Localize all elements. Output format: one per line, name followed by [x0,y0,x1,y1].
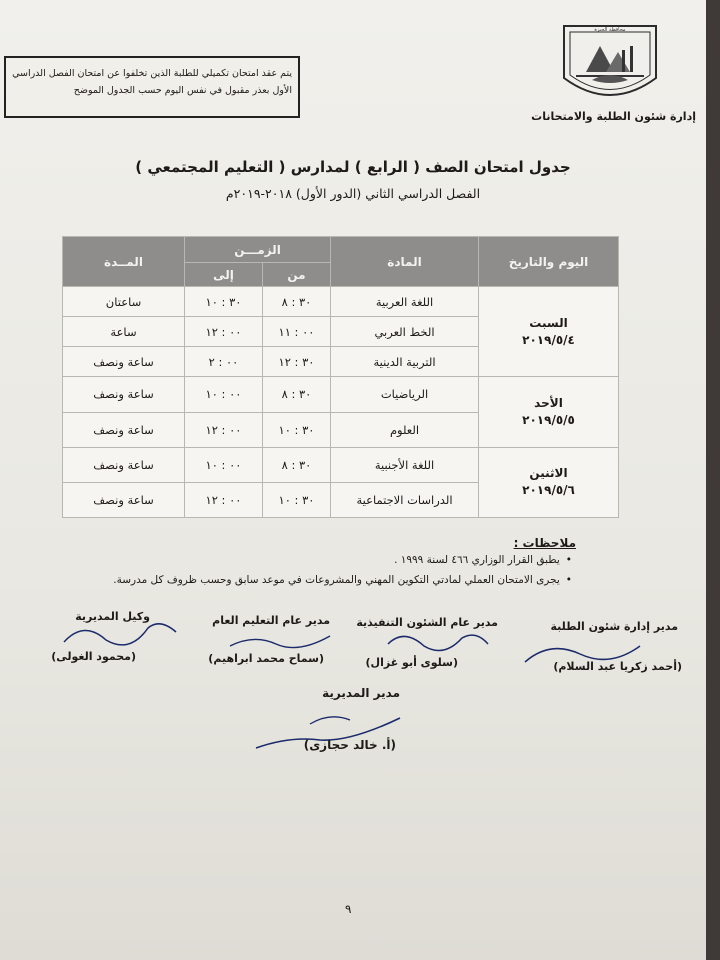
signature-title: مدير إدارة شئون الطلبة [550,620,678,633]
signature-name: (سماح محمد ابراهيم) [208,652,324,665]
page-number: ٩ [345,902,352,916]
subject-cell: التربية الدينية [331,347,479,377]
subject-cell: العلوم [331,412,479,447]
duration-cell: ساعة [63,317,185,347]
subject-cell: الدراسات الاجتماعية [331,482,479,517]
note-item: • يجرى الامتحان العملي لمادتي التكوين المهني والمشروعات في موعد سابق وحسب ظروف كل مدرسة. [113,574,572,586]
signature-scrawl [520,632,650,672]
table-row [63,447,619,482]
page-subtitle: الفصل الدراسي الثاني (الدور الأول) ٢٠١٨-٢٠١٩م [225,186,481,201]
time-to-cell: ٠٠ : ١٢ [185,317,263,347]
background-edge [706,0,720,960]
subject-cell: الخط العربي [331,317,479,347]
time-from-cell: ٣٠ : ١٠ [263,412,331,447]
time-to-cell: ٠٠ : ١٠ [185,377,263,412]
header-time: الزمـــن [185,237,331,263]
header-subject: المادة [331,237,479,287]
subject-cell: اللغة الأجنبية [331,447,479,482]
notes-label: ملاحظات : [513,536,576,550]
table-row [63,377,619,412]
signature-name: (محمود الغولى) [51,650,136,663]
day-date: ٢٠١٩/٥/٥ [522,413,575,428]
directorate-seal-logo [556,20,664,108]
table-row [63,287,619,317]
day-cell [479,287,619,377]
director-name: (أ. خالد حجازى) [303,738,396,752]
signature-name: (أحمد زكريا عبد السلام) [553,660,682,673]
day-name: الأحد [534,396,563,411]
header-from: من [263,263,331,287]
note-item: • يطبق القرار الوزاري ٤٦٦ لسنة ١٩٩٩ . [394,554,572,566]
time-to-cell: ٠٠ : ١٢ [185,412,263,447]
signature-name: (سلوى أبو غزال) [365,656,458,669]
duration-cell: ساعة ونصف [63,347,185,377]
subject-cell: اللغة العربية [331,287,479,317]
notice-box: يتم عقد امتحان تكميلي للطلبة الذين تخلفوا عن امتحان الفصل الدراسي الأول بعذر مقبول في نفس اليوم حسب الجدول الموضح [4,56,300,118]
time-from-cell: ٣٠ : ١٠ [263,482,331,517]
signature-title: مدير عام التعليم العام [212,614,330,627]
signature-scrawl [226,624,336,658]
director-title: مدير المديرية [322,686,400,700]
time-to-cell: ٠٠ : ٢ [185,347,263,377]
day-date: ٢٠١٩/٥/٦ [522,483,575,498]
day-name: الاثنين [529,466,568,481]
time-to-cell: ٠٠ : ١٢ [185,482,263,517]
page-title: جدول امتحان الصف ( الرابع ) لمدارس ( التعليم المجتمعي ) [135,158,571,176]
day-cell [479,377,619,447]
time-from-cell: ٣٠ : ٨ [263,377,331,412]
day-cell [479,447,619,517]
time-to-cell: ٣٠ : ١٠ [185,287,263,317]
signature-title: وكيل المديرية [75,610,150,623]
time-to-cell: ٠٠ : ١٠ [185,447,263,482]
exam-schedule-table [62,236,619,518]
day-date: ٢٠١٩/٥/٤ [522,332,575,347]
header-to: إلى [185,263,263,287]
day-name: السبت [529,315,568,330]
header-duration: المــدة [63,237,185,287]
signature-scrawl [384,624,494,662]
duration-cell: ساعة ونصف [63,482,185,517]
duration-cell: ساعة ونصف [63,377,185,412]
seal-text: محافظة الجيزة [594,27,626,33]
duration-cell: ساعة ونصف [63,412,185,447]
duration-cell: ساعة ونصف [63,447,185,482]
time-from-cell: ٣٠ : ٨ [263,447,331,482]
subject-cell: الرياضيات [331,377,479,412]
header-day-date: اليوم والتاريخ [479,237,619,287]
duration-cell: ساعتان [63,287,185,317]
time-from-cell: ٣٠ : ١٢ [263,347,331,377]
time-from-cell: ٣٠ : ٨ [263,287,331,317]
department-name: إدارة شئون الطلبة والامتحانات [531,110,696,123]
time-from-cell: ٠٠ : ١١ [263,317,331,347]
signature-title: مدير عام الشئون التنفيذية [356,616,498,629]
signature-scrawl [60,614,180,654]
